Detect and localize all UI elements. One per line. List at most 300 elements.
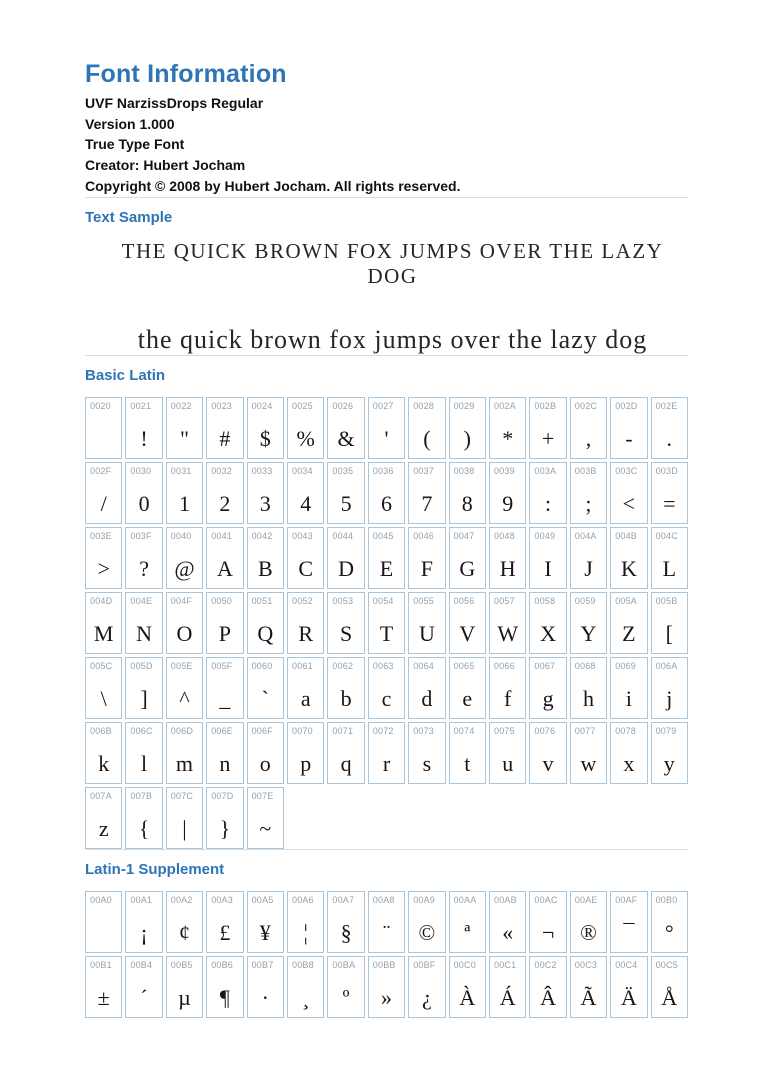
glyph-sample: ©	[418, 919, 436, 945]
glyph-cell-007A	[85, 787, 122, 849]
glyph-cell-0072	[368, 722, 405, 784]
glyph-sample: 7	[421, 490, 433, 516]
glyph-cell-00A6	[287, 891, 324, 953]
glyph-sample: 0	[138, 490, 150, 516]
codepoint-label: 006B	[90, 725, 112, 736]
codepoint-label: 0049	[534, 530, 556, 541]
glyph-sample: `	[261, 685, 269, 711]
glyph-sample: Q	[257, 620, 274, 646]
glyph-sample: À	[459, 984, 476, 1010]
codepoint-label: 00BF	[413, 959, 436, 970]
glyph-sample: ?	[139, 555, 149, 581]
glyph-sample: J	[584, 555, 593, 581]
glyph-cell-005C	[85, 657, 122, 719]
glyph-sample: ´	[140, 984, 148, 1010]
section-heading-latin1-supplement: Latin-1 Supplement	[85, 860, 225, 878]
glyph-sample: O	[176, 620, 193, 646]
glyph-sample: $	[259, 425, 271, 451]
glyph-sample: *	[502, 425, 514, 451]
glyph-sample: ¨	[382, 919, 391, 945]
codepoint-label: 0045	[372, 530, 394, 541]
codepoint-label: 005D	[130, 660, 153, 671]
codepoint-label: 003C	[615, 465, 638, 476]
glyph-cell-005E	[166, 657, 203, 719]
glyph-sample: ¢	[178, 919, 190, 945]
font-version: Version 1.000	[85, 115, 175, 132]
glyph-sample: "	[180, 425, 189, 451]
codepoint-label: 005E	[170, 660, 193, 671]
codepoint-label: 0040	[170, 530, 192, 541]
glyph-cell-00B4	[125, 956, 162, 1018]
glyph-cell-0054	[368, 592, 405, 654]
glyph-sample: 9	[502, 490, 514, 516]
codepoint-label: 0041	[211, 530, 233, 541]
glyph-cell-004B	[610, 527, 647, 589]
codepoint-label: 007C	[170, 790, 194, 801]
glyph-cell-0049	[529, 527, 566, 589]
glyph-sample: d	[421, 685, 433, 711]
glyph-sample: ¶	[219, 984, 230, 1010]
glyph-cell-00C2	[529, 956, 566, 1018]
glyph-cell-006A	[651, 657, 688, 719]
glyph-cell-0045	[368, 527, 405, 589]
codepoint-label: 0059	[574, 595, 596, 606]
glyph-cell-00C4	[610, 956, 647, 1018]
codepoint-label: 0066	[494, 660, 515, 671]
glyph-sample: ]	[140, 685, 148, 711]
font-creator: Creator: Hubert Jocham	[85, 157, 246, 174]
glyph-cell-00C1	[489, 956, 526, 1018]
codepoint-label: 0058	[534, 595, 556, 606]
glyph-sample: F	[420, 555, 434, 581]
glyph-cell-0035	[327, 462, 364, 524]
glyph-sample: ¿	[422, 984, 432, 1010]
glyph-cell-0037	[408, 462, 445, 524]
glyph-sample: G	[459, 555, 476, 581]
section-heading-basic-latin: Basic Latin	[85, 366, 166, 384]
codepoint-label: 0025	[292, 400, 313, 411]
codepoint-label: 005F	[211, 660, 233, 671]
glyph-sample: }	[219, 815, 231, 841]
glyph-sample: 3	[259, 490, 271, 516]
glyph-cell-0021	[125, 397, 162, 459]
codepoint-label: 007E	[251, 790, 274, 801]
codepoint-label: 0068	[574, 660, 596, 671]
glyph-sample: °	[664, 919, 674, 945]
codepoint-label: 004F	[170, 595, 193, 606]
glyph-cell-00BA	[327, 956, 364, 1018]
codepoint-label: 00B4	[130, 959, 153, 970]
glyph-cell-00BF	[408, 956, 445, 1018]
glyph-cell-0055	[408, 592, 445, 654]
glyph-sample: l	[141, 750, 148, 776]
codepoint-label: 006A	[655, 660, 678, 671]
glyph-sample: -	[625, 425, 633, 451]
glyph-cell-0027	[368, 397, 405, 459]
glyph-sample: u	[502, 750, 514, 776]
codepoint-label: 003A	[534, 465, 557, 476]
glyph-cell-0065	[449, 657, 486, 719]
glyph-cell-0067	[529, 657, 566, 719]
glyph-sample: Å	[661, 984, 678, 1010]
glyph-cell-005B	[651, 592, 688, 654]
page-title: Font Information	[85, 60, 287, 88]
codepoint-label: 0036	[372, 465, 394, 476]
glyph-sample: ^	[179, 685, 190, 711]
glyph-cell-00B0	[651, 891, 688, 953]
codepoint-label: 00B8	[292, 959, 314, 970]
glyph-cell-0056	[449, 592, 486, 654]
glyph-cell-00B8	[287, 956, 324, 1018]
codepoint-label: 0051	[251, 595, 273, 606]
font-type: True Type Font	[85, 136, 185, 153]
glyph-cell-0032	[206, 462, 243, 524]
glyph-sample: Â	[540, 984, 557, 1010]
codepoint-label: 0048	[494, 530, 515, 541]
codepoint-label: 0052	[292, 595, 313, 606]
glyph-sample: c	[381, 685, 392, 711]
codepoint-label: 0056	[453, 595, 475, 606]
glyph-cell-00BB	[368, 956, 405, 1018]
codepoint-label: 002E	[655, 400, 678, 411]
glyph-cell-00A3	[206, 891, 243, 953]
glyph-sample: C	[298, 555, 314, 581]
codepoint-label: 0067	[534, 660, 556, 671]
codepoint-label: 003D	[655, 465, 678, 476]
glyph-cell-00C0	[449, 956, 486, 1018]
glyph-sample: µ	[178, 984, 191, 1010]
codepoint-label: 0061	[292, 660, 313, 671]
section-divider	[85, 849, 688, 850]
glyph-cell-002F	[85, 462, 122, 524]
glyph-sample: D	[338, 555, 355, 581]
section-divider	[85, 355, 688, 356]
glyph-sample: h	[582, 685, 594, 711]
latin1-supplement-grid	[85, 891, 688, 1018]
codepoint-label: 0032	[211, 465, 233, 476]
glyph-cell-00A8	[368, 891, 405, 953]
glyph-cell-0038	[449, 462, 486, 524]
glyph-sample: e	[462, 685, 473, 711]
glyph-cell-004C	[651, 527, 688, 589]
glyph-cell-0064	[408, 657, 445, 719]
codepoint-label: 0033	[251, 465, 273, 476]
codepoint-label: 00AA	[453, 894, 477, 905]
glyph-sample: Z	[622, 620, 636, 646]
glyph-cell-0053	[327, 592, 364, 654]
glyph-cell-0058	[529, 592, 566, 654]
glyph-sample: .	[666, 425, 673, 451]
codepoint-label: 0043	[292, 530, 313, 541]
codepoint-label: 00B6	[211, 959, 234, 970]
glyph-cell-0048	[489, 527, 526, 589]
codepoint-label: 00B7	[251, 959, 274, 970]
codepoint-label: 0075	[494, 725, 515, 736]
codepoint-label: 00BB	[372, 959, 396, 970]
glyph-cell-00C3	[570, 956, 607, 1018]
glyph-cell-0077	[570, 722, 607, 784]
glyph-sample: r	[382, 750, 391, 776]
glyph-sample: ;	[585, 490, 592, 516]
glyph-sample: ®	[580, 919, 597, 945]
glyph-sample: j	[666, 685, 673, 711]
glyph-cell-0050	[206, 592, 243, 654]
glyph-cell-0024	[247, 397, 284, 459]
glyph-sample: <	[622, 490, 636, 516]
glyph-cell-007E	[247, 787, 284, 849]
glyph-sample: A	[216, 555, 233, 581]
codepoint-label: 004A	[574, 530, 597, 541]
glyph-sample: S	[339, 620, 353, 646]
glyph-sample: B	[257, 555, 273, 581]
glyph-cell-0075	[489, 722, 526, 784]
glyph-cell-0033	[247, 462, 284, 524]
glyph-cell-002C	[570, 397, 607, 459]
section-divider	[85, 197, 688, 198]
glyph-cell-002B	[529, 397, 566, 459]
codepoint-label: 0053	[332, 595, 354, 606]
codepoint-label: 0030	[130, 465, 152, 476]
codepoint-label: 0079	[655, 725, 677, 736]
glyph-cell-0030	[125, 462, 162, 524]
codepoint-label: 0054	[372, 595, 394, 606]
codepoint-label: 003F	[130, 530, 152, 541]
glyph-sample: I	[544, 555, 552, 581]
codepoint-label: 002A	[494, 400, 516, 411]
codepoint-label: 0069	[615, 660, 637, 671]
glyph-sample: E	[379, 555, 394, 581]
glyph-cell-0041	[206, 527, 243, 589]
glyph-cell-002D	[610, 397, 647, 459]
codepoint-label: 00B1	[90, 959, 112, 970]
glyph-sample: ,	[585, 425, 592, 451]
glyph-sample: ¬	[541, 919, 555, 945]
glyph-cell-0031	[166, 462, 203, 524]
glyph-cell-00B5	[166, 956, 203, 1018]
glyph-sample: Á	[499, 984, 516, 1010]
codepoint-label: 006E	[211, 725, 234, 736]
glyph-sample: @	[174, 555, 195, 581]
glyph-cell-0026	[327, 397, 364, 459]
codepoint-label: 0064	[413, 660, 435, 671]
codepoint-label: 0027	[372, 400, 394, 411]
codepoint-label: 00AB	[494, 894, 517, 905]
codepoint-label: 00A6	[292, 894, 314, 905]
glyph-sample: f	[504, 685, 512, 711]
codepoint-label: 006C	[130, 725, 153, 736]
glyph-sample: 4	[300, 490, 312, 516]
glyph-sample: «	[502, 919, 514, 945]
glyph-sample: »	[380, 984, 392, 1010]
glyph-cell-005A	[610, 592, 647, 654]
glyph-sample: i	[625, 685, 632, 711]
glyph-cell-0046	[408, 527, 445, 589]
glyph-cell-0028	[408, 397, 445, 459]
glyph-cell-006B	[85, 722, 122, 784]
glyph-cell-006D	[166, 722, 203, 784]
glyph-cell-0051	[247, 592, 284, 654]
glyph-sample: R	[298, 620, 314, 646]
glyph-cell-00AB	[489, 891, 526, 953]
glyph-sample: \	[100, 685, 107, 711]
codepoint-label: 00BA	[332, 959, 356, 970]
codepoint-label: 005C	[90, 660, 113, 671]
glyph-cell-0052	[287, 592, 324, 654]
codepoint-label: 0076	[534, 725, 556, 736]
font-name: UVF NarzissDrops Regular	[85, 95, 264, 111]
glyph-sample: w	[580, 750, 597, 776]
glyph-sample: T	[379, 620, 394, 646]
font-info-page	[85, 0, 688, 1018]
codepoint-label: 00C4	[615, 959, 638, 970]
glyph-sample: s	[422, 750, 432, 776]
glyph-cell-0025	[287, 397, 324, 459]
glyph-cell-0063	[368, 657, 405, 719]
glyph-sample: 8	[461, 490, 473, 516]
glyph-sample: y	[663, 750, 675, 776]
codepoint-label: 0071	[332, 725, 354, 736]
codepoint-label: 0042	[251, 530, 273, 541]
glyph-cell-0029	[449, 397, 486, 459]
glyph-cell-0020	[85, 397, 122, 459]
codepoint-label: 0074	[453, 725, 475, 736]
codepoint-label: 002B	[534, 400, 557, 411]
glyph-sample: x	[623, 750, 635, 776]
glyph-cell-00B7	[247, 956, 284, 1018]
glyph-cell-00A7	[327, 891, 364, 953]
glyph-sample: >	[97, 555, 110, 581]
codepoint-label: 00B5	[170, 959, 193, 970]
glyph-cell-002E	[651, 397, 688, 459]
glyph-cell-0060	[247, 657, 284, 719]
glyph-cell-005D	[125, 657, 162, 719]
glyph-sample: _	[219, 685, 231, 711]
codepoint-label: 0021	[130, 400, 152, 411]
glyph-sample: ~	[259, 815, 272, 841]
section-heading-text-sample: Text Sample	[85, 208, 173, 226]
codepoint-label: 0047	[453, 530, 475, 541]
codepoint-label: 0065	[453, 660, 475, 671]
glyph-cell-00AA	[449, 891, 486, 953]
glyph-sample: 1	[178, 490, 190, 516]
glyph-cell-002A	[489, 397, 526, 459]
codepoint-label: 007A	[90, 790, 112, 801]
codepoint-label: 0029	[453, 400, 475, 411]
glyph-sample: Ã	[580, 984, 597, 1010]
codepoint-label: 00AC	[534, 894, 558, 905]
glyph-cell-00B6	[206, 956, 243, 1018]
codepoint-label: 006F	[251, 725, 273, 736]
codepoint-label: 00C0	[453, 959, 476, 970]
glyph-sample: !	[140, 425, 148, 451]
glyph-sample: g	[542, 685, 554, 711]
codepoint-label: 00A7	[332, 894, 355, 905]
glyph-sample: U	[418, 620, 435, 646]
glyph-cell-0076	[529, 722, 566, 784]
glyph-cell-0023	[206, 397, 243, 459]
codepoint-label: 004D	[90, 595, 113, 606]
glyph-sample: =	[663, 490, 676, 516]
codepoint-label: 007D	[211, 790, 234, 801]
glyph-sample: k	[98, 750, 110, 776]
codepoint-label: 00B0	[655, 894, 678, 905]
glyph-cell-0066	[489, 657, 526, 719]
codepoint-label: 00A9	[413, 894, 436, 905]
glyph-cell-0042	[247, 527, 284, 589]
codepoint-label: 0024	[251, 400, 273, 411]
codepoint-label: 004B	[615, 530, 638, 541]
glyph-sample: ·	[261, 984, 269, 1010]
codepoint-label: 00C5	[655, 959, 678, 970]
glyph-cell-00A0	[85, 891, 122, 953]
glyph-cell-003B	[570, 462, 607, 524]
glyph-sample: ¯	[623, 919, 635, 945]
codepoint-label: 007B	[130, 790, 153, 801]
glyph-cell-003F	[125, 527, 162, 589]
codepoint-label: 00A1	[130, 894, 153, 905]
codepoint-label: 0026	[332, 400, 354, 411]
glyph-sample: H	[499, 555, 516, 581]
glyph-cell-004E	[125, 592, 162, 654]
glyph-sample: m	[175, 750, 194, 776]
glyph-sample: v	[542, 750, 554, 776]
glyph-cell-007D	[206, 787, 243, 849]
glyph-cell-0034	[287, 462, 324, 524]
glyph-sample: £	[219, 919, 231, 945]
text-sample-lowercase: the quick brown fox jumps over the lazy dog	[137, 324, 648, 354]
codepoint-label: 0037	[413, 465, 435, 476]
glyph-sample: ¥	[259, 919, 271, 945]
glyph-cell-00A1	[125, 891, 162, 953]
glyph-cell-004A	[570, 527, 607, 589]
glyph-sample: #	[219, 425, 231, 451]
glyph-sample: +	[541, 425, 555, 451]
glyph-cell-0047	[449, 527, 486, 589]
codepoint-label: 0046	[413, 530, 435, 541]
glyph-cell-0078	[610, 722, 647, 784]
codepoint-label: 0031	[170, 465, 192, 476]
glyph-sample: n	[219, 750, 231, 776]
codepoint-label: 0077	[574, 725, 596, 736]
glyph-sample: L	[662, 555, 677, 581]
codepoint-label: 0057	[494, 595, 515, 606]
glyph-sample: º	[342, 984, 350, 1010]
font-metadata	[85, 93, 688, 197]
glyph-cell-004D	[85, 592, 122, 654]
glyph-cell-0071	[327, 722, 364, 784]
codepoint-label: 0070	[292, 725, 313, 736]
glyph-sample: Ä	[620, 984, 637, 1010]
glyph-sample: p	[300, 750, 312, 776]
glyph-sample: [	[665, 620, 673, 646]
codepoint-label: 002D	[615, 400, 638, 411]
codepoint-label: 003B	[574, 465, 597, 476]
glyph-cell-004F	[166, 592, 203, 654]
glyph-sample: b	[340, 685, 352, 711]
glyph-cell-0036	[368, 462, 405, 524]
codepoint-label: 0062	[332, 660, 354, 671]
glyph-cell-007B	[125, 787, 162, 849]
glyph-sample: 6	[380, 490, 392, 516]
glyph-cell-00A9	[408, 891, 445, 953]
glyph-cell-00AE	[570, 891, 607, 953]
glyph-sample: a	[300, 685, 311, 711]
glyph-sample: t	[464, 750, 471, 776]
codepoint-label: 004E	[130, 595, 153, 606]
codepoint-label: 00C2	[534, 959, 557, 970]
glyph-cell-00C5	[651, 956, 688, 1018]
codepoint-label: 0060	[251, 660, 273, 671]
